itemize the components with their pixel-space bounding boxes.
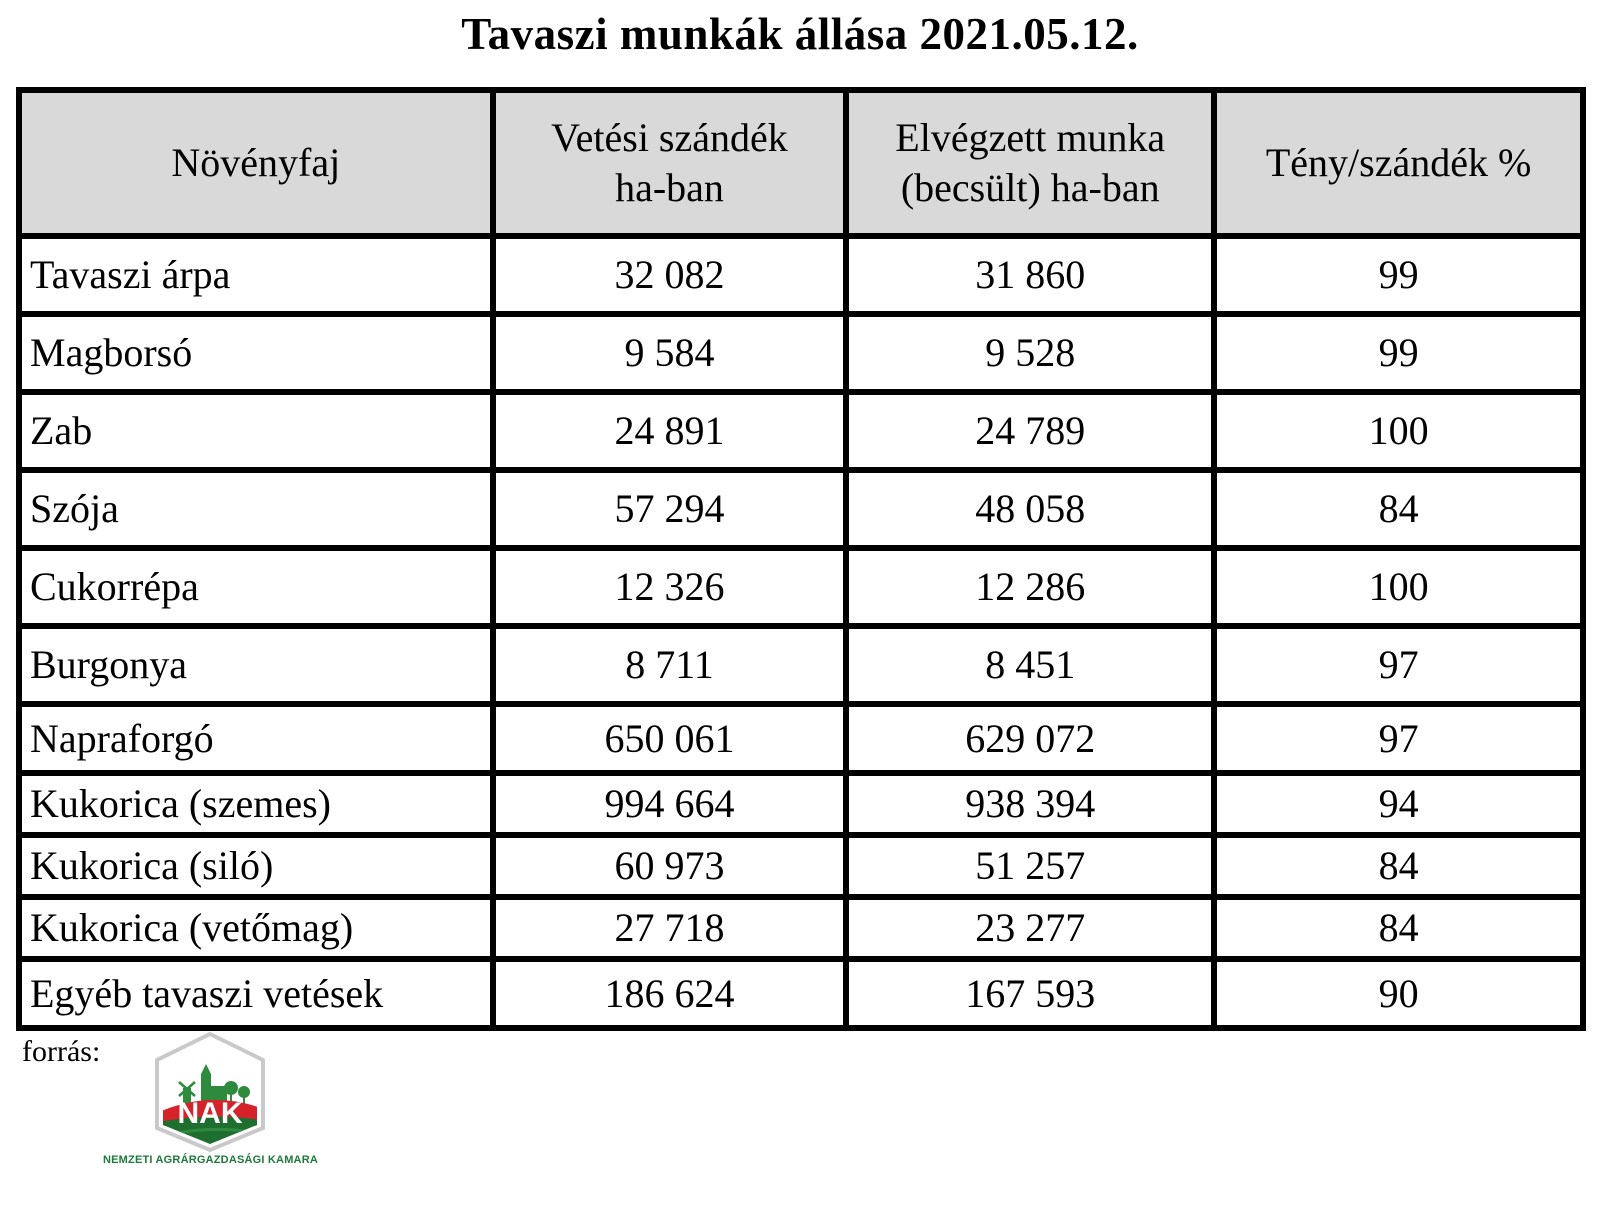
- cell-crop: Tavaszi árpa: [19, 236, 493, 314]
- cell-planned: 27 718: [493, 897, 847, 959]
- cell-ratio: 100: [1214, 392, 1583, 470]
- cell-ratio: 99: [1214, 236, 1583, 314]
- table-row: [19, 392, 1583, 470]
- cell-done: 12 286: [846, 548, 1214, 626]
- nak-logo-icon: [103, 1030, 318, 1152]
- cell-done: 51 257: [846, 835, 1214, 897]
- cell-crop: Kukorica (szemes): [19, 773, 493, 835]
- cell-done: 938 394: [846, 773, 1214, 835]
- cell-planned: 60 973: [493, 835, 847, 897]
- cell-ratio: 84: [1214, 835, 1583, 897]
- header-crop: Növényfaj: [19, 90, 493, 236]
- cell-done: 24 789: [846, 392, 1214, 470]
- cell-crop: Szója: [19, 470, 493, 548]
- header-done: Elvégzett munka (becsült) ha-ban: [846, 90, 1214, 236]
- table-row: [19, 773, 1583, 835]
- cell-crop: Kukorica (siló): [19, 835, 493, 897]
- cell-ratio: 84: [1214, 897, 1583, 959]
- cell-done: 8 451: [846, 626, 1214, 704]
- nak-logo: [103, 1030, 318, 1175]
- table-row: [19, 626, 1583, 704]
- cell-crop: Kukorica (vetőmag): [19, 897, 493, 959]
- cell-ratio: 99: [1214, 314, 1583, 392]
- table-row: [19, 835, 1583, 897]
- header-ratio: Tény/szándék %: [1214, 90, 1583, 236]
- cell-done: 23 277: [846, 897, 1214, 959]
- table-row: [19, 959, 1583, 1028]
- logo-wordmark: NAK: [177, 1097, 243, 1130]
- cell-ratio: 94: [1214, 773, 1583, 835]
- cell-crop: Cukorrépa: [19, 548, 493, 626]
- cell-done: 31 860: [846, 236, 1214, 314]
- cell-done: 48 058: [846, 470, 1214, 548]
- cell-crop: Napraforgó: [19, 704, 493, 773]
- cell-ratio: 100: [1214, 548, 1583, 626]
- cell-planned: 57 294: [493, 470, 847, 548]
- cell-crop: Magborsó: [19, 314, 493, 392]
- cell-planned: 12 326: [493, 548, 847, 626]
- logo-caption: NEMZETI AGRÁRGAZDASÁGI KAMARA: [103, 1154, 318, 1166]
- cell-ratio: 97: [1214, 626, 1583, 704]
- cell-planned: 186 624: [493, 959, 847, 1028]
- cell-crop: Egyéb tavaszi vetések: [19, 959, 493, 1028]
- header-planned: Vetési szándék ha-ban: [493, 90, 847, 236]
- page-title: Tavaszi munkák állása 2021.05.12.: [461, 9, 1139, 59]
- table-row: [19, 470, 1583, 548]
- cell-planned: 24 891: [493, 392, 847, 470]
- header-row: [19, 90, 1583, 236]
- cell-planned: 9 584: [493, 314, 847, 392]
- cell-crop: Burgonya: [19, 626, 493, 704]
- cell-planned: 32 082: [493, 236, 847, 314]
- cell-ratio: 90: [1214, 959, 1583, 1028]
- cell-planned: 994 664: [493, 773, 847, 835]
- table-row: [19, 897, 1583, 959]
- table-row: [19, 704, 1583, 773]
- data-table: [16, 87, 1586, 1031]
- cell-planned: 650 061: [493, 704, 847, 773]
- cell-crop: Zab: [19, 392, 493, 470]
- cell-done: 9 528: [846, 314, 1214, 392]
- cell-done: 167 593: [846, 959, 1214, 1028]
- cell-ratio: 84: [1214, 470, 1583, 548]
- table-row: [19, 314, 1583, 392]
- cell-done: 629 072: [846, 704, 1214, 773]
- cell-ratio: 97: [1214, 704, 1583, 773]
- table-row: [19, 236, 1583, 314]
- table-row: [19, 548, 1583, 626]
- source-label: forrás:: [22, 1035, 101, 1068]
- cell-planned: 8 711: [493, 626, 847, 704]
